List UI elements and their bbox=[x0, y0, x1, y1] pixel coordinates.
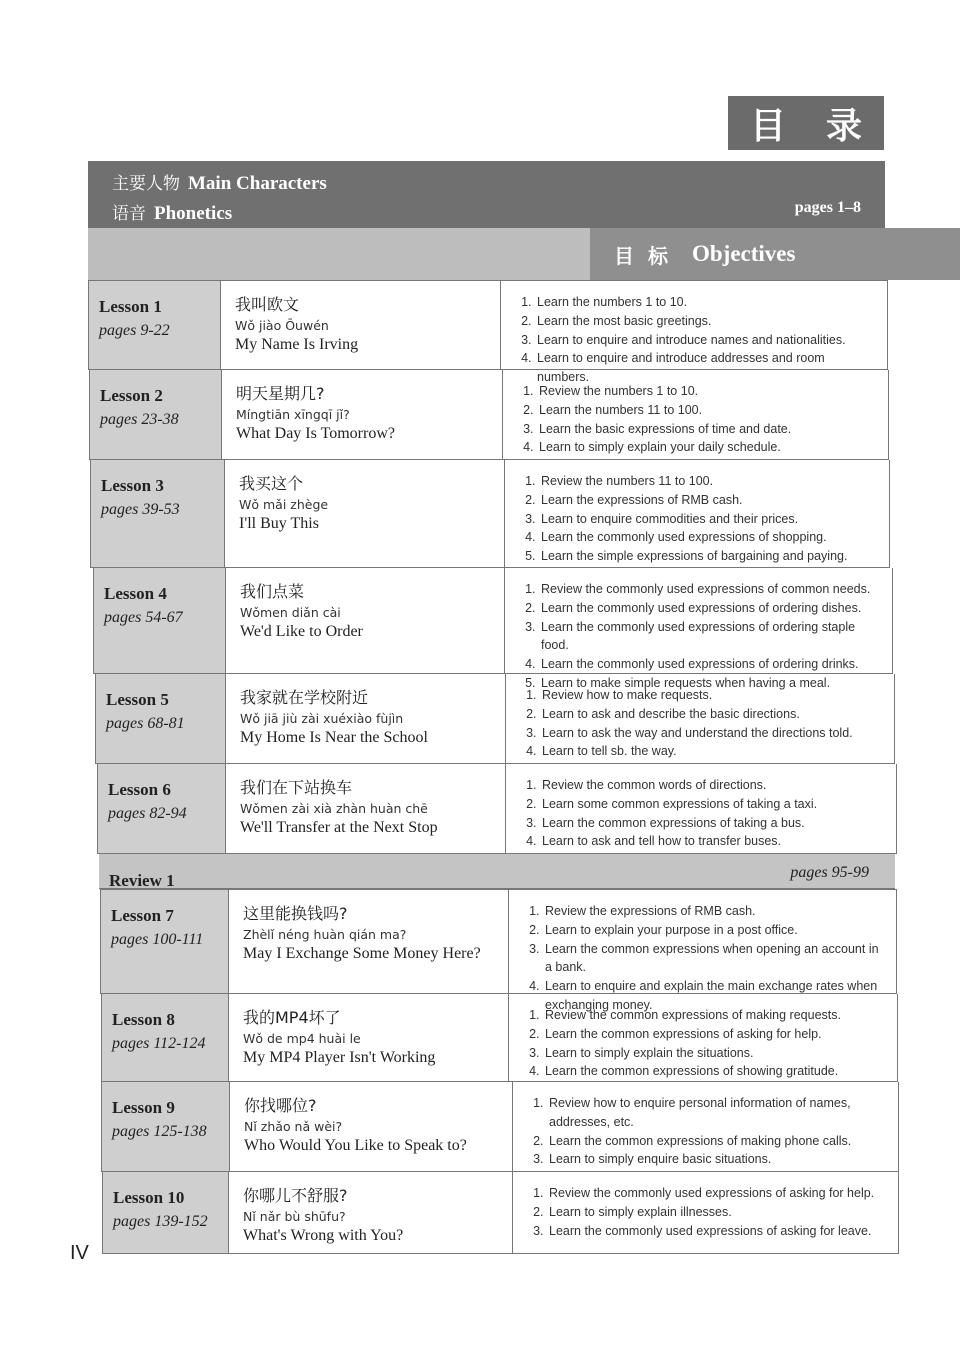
objective-item: 1. Review how to make requests. bbox=[540, 686, 884, 705]
objective-item: 4. Learn the commonly used expressions of ordering drinks. bbox=[539, 655, 882, 674]
objectives-list bbox=[517, 382, 878, 457]
lesson-title-en: What Day Is Tomorrow? bbox=[236, 425, 395, 442]
objective-item: 3. Learn the commonly used expressions of asking for leave. bbox=[547, 1222, 888, 1241]
lesson-pages: pages 68-81 bbox=[106, 715, 185, 732]
objectives-list bbox=[520, 776, 886, 851]
objective-item: 4. Learn to ask and tell how to transfer buses. bbox=[540, 832, 886, 851]
lesson-title-en: May I Exchange Some Money Here? bbox=[243, 945, 481, 962]
lesson-title-zh: 我买这个 bbox=[239, 474, 304, 493]
lesson-title-cell bbox=[230, 1082, 513, 1171]
lesson-row[interactable] bbox=[97, 764, 897, 854]
intro-pages: pages 1–8 bbox=[794, 199, 861, 216]
lesson-pages: pages 82-94 bbox=[108, 805, 187, 822]
toc-title bbox=[728, 96, 884, 150]
objective-item: 3. Learn the basic expressions of time and date. bbox=[537, 420, 878, 439]
lesson-title-zh: 这里能换钱吗? bbox=[243, 904, 348, 923]
lesson-row[interactable] bbox=[101, 1082, 899, 1172]
phonetics-entry[interactable]: 语音 Phonetics bbox=[112, 203, 233, 224]
lesson-title-zh: 你找哪位? bbox=[244, 1096, 317, 1115]
objective-item: 3. Learn to enquire and introduce names and nationalities. bbox=[535, 331, 877, 350]
lesson-title-pinyin: Nǐ zhǎo nǎ wèi? bbox=[244, 1119, 343, 1134]
lesson-pages: pages 54-67 bbox=[104, 609, 183, 626]
lesson-title-zh: 我的MP4坏了 bbox=[243, 1008, 341, 1027]
lesson-title-en: We'd Like to Order bbox=[240, 623, 363, 640]
objective-item: 3. Learn to enquire commodities and their prices. bbox=[539, 510, 879, 529]
lesson-title-cell bbox=[229, 890, 509, 993]
objective-item: 2. Learn the most basic greetings. bbox=[535, 312, 877, 331]
objective-item: 2. Learn the common expressions of making phone calls. bbox=[547, 1132, 888, 1151]
objective-item: 2. Learn to ask and describe the basic directions. bbox=[540, 705, 884, 724]
objective-item: 3. Learn the common expressions of taking a bus. bbox=[540, 814, 886, 833]
lesson-number: Lesson 6 bbox=[108, 780, 171, 799]
lesson-title-pinyin: Wǒmen diǎn cài bbox=[240, 605, 341, 620]
objective-item: 4. Learn to enquire and explain the main exchange rates when exchanging money. bbox=[543, 977, 886, 1015]
lesson-title-cell bbox=[222, 370, 503, 459]
objective-item: 1. Review the expressions of RMB cash. bbox=[543, 902, 886, 921]
objectives-list bbox=[527, 1094, 888, 1169]
objective-item: 1. Review the numbers 1 to 10. bbox=[537, 382, 878, 401]
objective-item: 1. Review the common words of directions. bbox=[540, 776, 886, 795]
lesson-title-pinyin: Míngtiān xīngqī jǐ? bbox=[236, 407, 350, 422]
lesson-number: Lesson 1 bbox=[99, 297, 162, 316]
lesson-info-cell bbox=[90, 370, 222, 459]
lesson-info-cell bbox=[102, 1082, 230, 1171]
lesson-info-cell bbox=[103, 1172, 229, 1253]
lesson-title-cell bbox=[225, 460, 505, 567]
lesson-pages: pages 9-22 bbox=[99, 322, 170, 339]
lesson-row[interactable] bbox=[101, 994, 898, 1082]
objective-item: 4. Learn the common expressions of showing gratitude. bbox=[543, 1062, 887, 1081]
objectives-list bbox=[527, 1184, 888, 1240]
objective-item: 3. Learn to simply enquire basic situations. bbox=[547, 1150, 888, 1169]
objective-item: 5. Learn to make simple requests when having a meal. bbox=[539, 674, 882, 693]
lesson-title-pinyin: Wǒ mǎi zhège bbox=[239, 497, 329, 512]
lesson-title-pinyin: Wǒ jiā jiù zài xuéxiào fùjìn bbox=[240, 711, 404, 726]
objective-item: 3. Learn to ask the way and understand the directions told. bbox=[540, 724, 884, 743]
review-1-row[interactable] bbox=[99, 853, 895, 889]
lesson-title-cell bbox=[226, 764, 506, 853]
lesson-row[interactable] bbox=[88, 280, 888, 385]
objective-item: 3. Learn to simply explain the situations. bbox=[543, 1044, 887, 1063]
lesson-row[interactable] bbox=[93, 568, 893, 690]
lesson-title-en: My Name Is Irving bbox=[235, 336, 359, 353]
objective-item: 1. Review the commonly used expressions of common needs. bbox=[539, 580, 882, 599]
objective-item: 1. Review how to enquire personal information of names, addresses, etc. bbox=[547, 1094, 888, 1132]
objectives-list bbox=[519, 472, 879, 566]
lesson-title-en: We'll Transfer at the Next Stop bbox=[240, 819, 438, 836]
page-number: IV bbox=[70, 1242, 89, 1264]
lesson-title-en: Who Would You Like to Speak to? bbox=[244, 1137, 467, 1154]
lesson-title-en: My MP4 Player Isn't Working bbox=[243, 1049, 436, 1066]
objective-item: 3. Learn the common expressions when opening an account in a bank. bbox=[543, 940, 886, 978]
lesson-objectives-cell bbox=[509, 890, 896, 1012]
review-label: Review 1 bbox=[109, 871, 175, 890]
objective-item: 3. Learn the commonly used expressions of ordering staple food. bbox=[539, 618, 882, 656]
lesson-title-cell bbox=[229, 994, 509, 1081]
lesson-title-cell bbox=[229, 1172, 513, 1253]
objective-item: 5. Learn the simple expressions of bargaining and paying. bbox=[539, 547, 879, 566]
objective-item: 4. Learn to simply explain your daily schedule. bbox=[537, 438, 878, 457]
objective-item: 2. Learn the numbers 11 to 100. bbox=[537, 401, 878, 420]
objectives-list bbox=[520, 686, 884, 761]
lesson-number: Lesson 10 bbox=[113, 1188, 185, 1207]
objective-item: 2. Learn the commonly used expressions of ordering dishes. bbox=[539, 599, 882, 618]
lesson-pages: pages 139-152 bbox=[113, 1213, 208, 1230]
lesson-objectives-cell bbox=[513, 1082, 898, 1171]
objective-item: 4. Learn the commonly used expressions of shopping. bbox=[539, 528, 879, 547]
lesson-objectives-cell bbox=[509, 994, 897, 1081]
objective-item: 2. Learn to explain your purpose in a post office. bbox=[543, 921, 886, 940]
toc-title-char-2: 录 bbox=[825, 105, 862, 147]
lesson-info-cell bbox=[89, 281, 221, 369]
toc-title-char-1: 目 bbox=[750, 105, 787, 147]
objective-item: 4. Learn to enquire and introduce addresses and room numbers. bbox=[535, 349, 877, 387]
objective-item: 2. Learn to simply explain illnesses. bbox=[547, 1203, 888, 1222]
lesson-title-cell bbox=[226, 568, 505, 673]
lesson-objectives-cell bbox=[506, 764, 896, 853]
objective-item: 2. Learn the common expressions of asking for help. bbox=[543, 1025, 887, 1044]
lesson-pages: pages 100-111 bbox=[111, 931, 204, 948]
lesson-row[interactable] bbox=[95, 674, 895, 764]
lesson-objectives-cell bbox=[505, 568, 892, 690]
lesson-objectives-cell bbox=[501, 281, 887, 385]
lesson-title-en: I'll Buy This bbox=[239, 515, 319, 532]
lesson-objectives-cell bbox=[506, 674, 894, 763]
lesson-title-pinyin: Wǒ jiào Ōuwén bbox=[235, 318, 329, 333]
objective-item: 1. Review the common expressions of making requests. bbox=[543, 1006, 887, 1025]
lesson-info-cell bbox=[91, 460, 225, 567]
lesson-info-cell bbox=[102, 994, 229, 1081]
lesson-title-en: My Home Is Near the School bbox=[240, 729, 428, 746]
objective-item: 1. Review the commonly used expressions of asking for help. bbox=[547, 1184, 888, 1203]
objective-item: 2. Learn some common expressions of taking a taxi. bbox=[540, 795, 886, 814]
lesson-info-cell bbox=[101, 890, 229, 993]
lesson-number: Lesson 5 bbox=[106, 690, 169, 709]
lesson-pages: pages 112-124 bbox=[112, 1035, 206, 1052]
lesson-info-cell bbox=[96, 674, 226, 763]
objectives-header: 目标 Objectives bbox=[590, 228, 960, 280]
lesson-title-pinyin: Zhèlǐ néng huàn qián ma? bbox=[243, 927, 407, 942]
main-characters-entry[interactable]: 主要人物 Main Characters bbox=[112, 173, 327, 194]
lesson-number: Lesson 9 bbox=[112, 1098, 175, 1117]
lesson-number: Lesson 7 bbox=[111, 906, 174, 925]
lesson-title-zh: 明天星期几? bbox=[236, 384, 325, 403]
lesson-pages: pages 23-38 bbox=[100, 411, 179, 428]
lesson-title-pinyin: Nǐ nǎr bù shūfu? bbox=[243, 1209, 346, 1224]
review-pages: pages 95-99 bbox=[790, 864, 869, 881]
lesson-info-cell bbox=[94, 568, 226, 673]
objectives-list bbox=[523, 1006, 887, 1081]
lesson-pages: pages 125-138 bbox=[112, 1123, 207, 1140]
lesson-title-pinyin: Wǒ de mp4 huài le bbox=[243, 1031, 361, 1046]
lesson-title-zh: 我家就在学校附近 bbox=[240, 688, 369, 707]
lesson-title-en: What's Wrong with You? bbox=[243, 1227, 404, 1244]
lesson-info-cell bbox=[98, 764, 226, 853]
lesson-title-pinyin: Wǒmen zài xià zhàn huàn chē bbox=[240, 801, 428, 816]
objective-item: 1. Review the numbers 11 to 100. bbox=[539, 472, 879, 491]
lesson-number: Lesson 2 bbox=[100, 386, 163, 405]
lesson-objectives-cell bbox=[513, 1172, 898, 1253]
lesson-title-zh: 我们在下站换车 bbox=[240, 778, 353, 797]
lesson-title-cell bbox=[221, 281, 501, 369]
lesson-row[interactable] bbox=[100, 889, 897, 1012]
lesson-row[interactable] bbox=[102, 1172, 899, 1254]
objective-item: 2. Learn the expressions of RMB cash. bbox=[539, 491, 879, 510]
lesson-objectives-cell bbox=[505, 460, 889, 567]
lesson-number: Lesson 4 bbox=[104, 584, 167, 603]
lesson-number: Lesson 8 bbox=[112, 1010, 175, 1029]
lesson-pages: pages 39-53 bbox=[101, 501, 180, 518]
lesson-title-zh: 我叫欧文 bbox=[235, 295, 300, 314]
objective-item: 4. Learn to tell sb. the way. bbox=[540, 742, 884, 761]
lesson-objectives-cell bbox=[503, 370, 888, 459]
lesson-title-zh: 你哪儿不舒服? bbox=[243, 1186, 348, 1205]
lesson-title-zh: 我们点菜 bbox=[240, 582, 305, 601]
lesson-row[interactable] bbox=[90, 460, 890, 568]
lesson-number: Lesson 3 bbox=[101, 476, 164, 495]
lesson-row[interactable] bbox=[89, 370, 889, 460]
objective-item: 1. Learn the numbers 1 to 10. bbox=[535, 293, 877, 312]
intro-section-header bbox=[88, 161, 885, 228]
lesson-title-cell bbox=[226, 674, 506, 763]
